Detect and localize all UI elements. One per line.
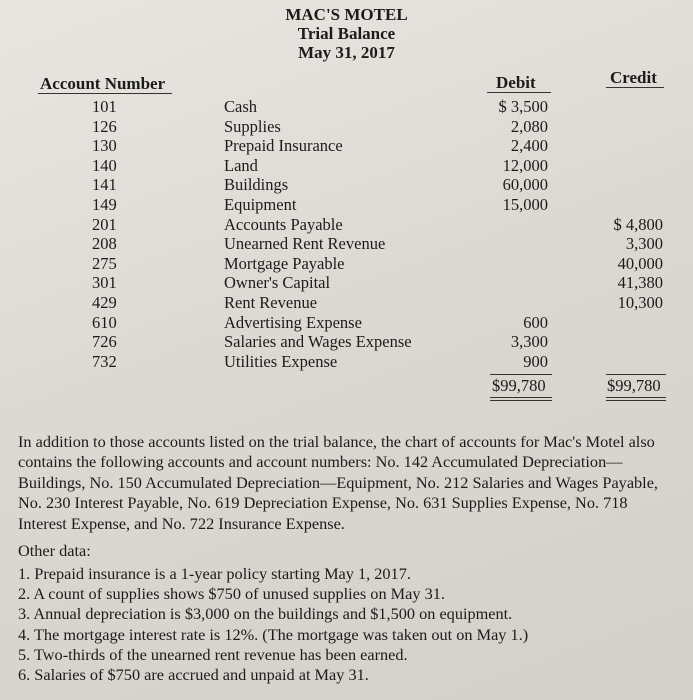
debit-underline	[487, 92, 551, 93]
debit-amount: 900	[523, 351, 548, 371]
table-row	[0, 215, 693, 235]
account-number: 301	[92, 273, 117, 293]
list-item: 6. Salaries of $750 are accrued and unpaid at May 31.	[18, 665, 369, 684]
table-row	[0, 234, 693, 254]
account-number: 130	[92, 136, 117, 156]
account-name: Prepaid Insurance	[224, 136, 343, 156]
account-name: Accounts Payable	[224, 214, 343, 234]
account-number: 429	[92, 293, 117, 312]
account-number: 275	[92, 253, 117, 273]
account-name: Land	[224, 155, 258, 175]
account-number: 140	[92, 155, 117, 175]
debit-total-rule	[490, 374, 552, 375]
debit-total: $99,780	[492, 376, 546, 395]
account-number: 726	[92, 332, 117, 352]
account-name: Utilities Expense	[224, 351, 338, 371]
table-row	[0, 97, 693, 117]
debit-amount: 15,000	[502, 195, 548, 214]
account-name: Owner's Capital	[224, 273, 331, 293]
credit-amount: $ 4,800	[613, 214, 663, 234]
report-date: May 31, 2017	[298, 43, 395, 62]
table-row	[0, 273, 693, 293]
account-name: Cash	[224, 97, 257, 116]
account-number: 141	[92, 175, 117, 195]
credit-double-rule-2	[606, 400, 666, 401]
account-number: 610	[92, 312, 117, 332]
table-row	[0, 195, 693, 215]
list-item: 5. Two-thirds of the unearned rent revenue has been earned.	[18, 644, 408, 664]
credit-amount: 3,300	[625, 234, 663, 254]
other-data-label: Other data:	[18, 541, 91, 560]
account-name: Buildings	[224, 175, 289, 195]
table-row	[0, 175, 693, 195]
account-name: Supplies	[224, 116, 281, 136]
table-row	[0, 117, 693, 137]
account-number: 208	[92, 234, 117, 254]
table-row	[0, 156, 693, 176]
list-item: 2. A count of supplies shows $750 of unused supplies on May 31.	[18, 584, 445, 604]
debit-amount: 60,000	[502, 175, 548, 195]
account-number: 732	[92, 351, 117, 371]
company-name: MAC'S MOTEL	[285, 5, 408, 24]
credit-amount: 41,380	[617, 273, 663, 293]
account-name: Rent Revenue	[224, 293, 318, 312]
account-number: 201	[92, 214, 117, 234]
credit-heading: Credit	[610, 68, 657, 87]
report-title: Trial Balance	[297, 24, 396, 43]
debit-heading: Debit	[496, 73, 536, 92]
debit-amount: 2,400	[510, 136, 548, 156]
account-number-heading: Account Number	[40, 74, 166, 93]
account-number: 149	[92, 195, 117, 214]
table-row	[0, 136, 693, 156]
debit-amount: 12,000	[502, 155, 548, 175]
credit-double-rule-1	[606, 397, 666, 398]
account-name: Mortgage Payable	[224, 253, 345, 273]
chart-of-accounts-paragraph: In addition to those accounts listed on the trial balance, the chart of accounts for Mac's Motel also contains the following accounts and account numbers: No. 142 Accumulated Depreciation—Buildings, No. 150 Accumulated Depreciation—Equipment, No. 212 Salaries and Wages Payable, No. 230 Interest Payable, No. 619 Depreciation Expense, No. 631 Supplies Expense, No. 718 Interest Expense, and No. 722 Insurance Expense.	[18, 432, 659, 533]
table-row	[0, 293, 693, 313]
credit-amount: 10,300	[617, 293, 663, 312]
table-row	[0, 313, 693, 333]
account-name: Equipment	[224, 195, 297, 214]
account-name: Salaries and Wages Expense	[224, 332, 412, 352]
list-item: 3. Annual depreciation is $3,000 on the buildings and $1,500 on equipment.	[18, 604, 513, 624]
account-name: Unearned Rent Revenue	[224, 234, 386, 254]
debit-amount: $ 3,500	[498, 97, 548, 116]
list-item: 1. Prepaid insurance is a 1-year policy starting May 1, 2017.	[18, 564, 411, 583]
debit-amount: 600	[523, 312, 548, 332]
table-row	[0, 254, 693, 274]
debit-amount: 3,300	[510, 332, 548, 352]
account-name: Advertising Expense	[224, 312, 362, 332]
debit-double-rule-2	[490, 400, 552, 401]
credit-amount: 40,000	[617, 253, 663, 273]
credit-underline	[606, 87, 664, 88]
debit-amount: 2,080	[510, 116, 548, 136]
account-number: 101	[92, 97, 117, 116]
table-row	[0, 352, 693, 372]
credit-total: $99,780	[607, 376, 661, 395]
debit-double-rule-1	[490, 397, 552, 398]
account-number-underline	[38, 93, 172, 94]
table-row	[0, 332, 693, 352]
credit-total-rule	[606, 374, 666, 375]
account-number: 126	[92, 116, 117, 136]
list-item: 4. The mortgage interest rate is 12%. (The mortgage was taken out on May 1.)	[18, 624, 529, 644]
